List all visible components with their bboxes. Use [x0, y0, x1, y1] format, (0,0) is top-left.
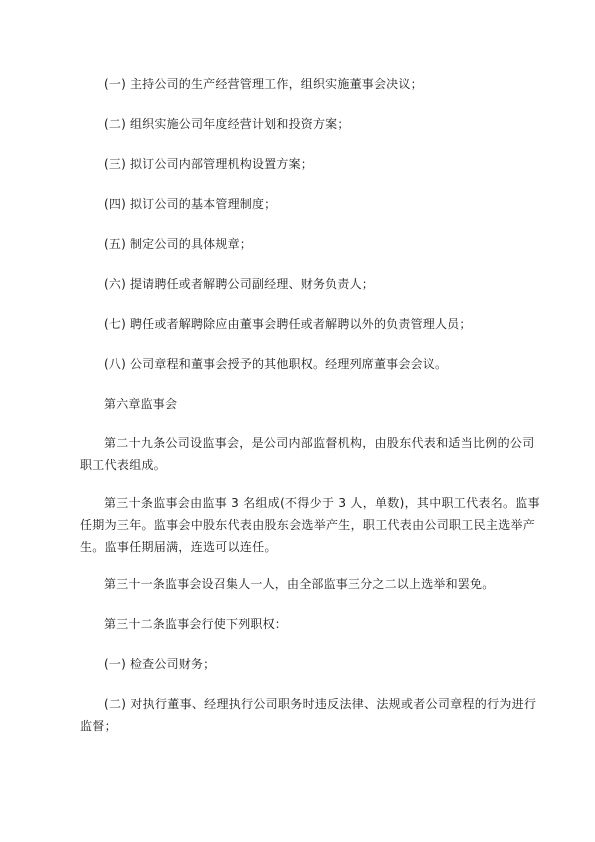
list-item: (一) 检查公司财务； — [104, 657, 216, 671]
paragraph-line: 生。监事任期届满，连选可以连任。 — [80, 540, 277, 554]
list-item: (四) 拟订公司的基本管理制度； — [104, 197, 277, 211]
list-item — [80, 693, 537, 737]
article-29-paragraph — [80, 432, 535, 476]
list-item: (二) 组织实施公司年度经营计划和投资方案； — [104, 117, 350, 131]
chapter-heading: 第六章监事会 — [104, 397, 178, 411]
paragraph-line: 第二十九条公司设监事会，是公司内部监督机构，由股东代表和适当比例的公司 — [104, 436, 535, 450]
list-item: (六) 提请聘任或者解聘公司副经理、财务负责人； — [104, 277, 374, 291]
list-item: (七) 聘任或者解聘除应由董事会聘任或者解聘以外的负责管理人员； — [104, 317, 472, 331]
list-item: (一) 主持公司的生产经营管理工作，组织实施董事会决议； — [104, 77, 423, 91]
article-30-paragraph — [80, 492, 540, 558]
list-item: (五) 制定公司的具体规章； — [104, 237, 252, 251]
article-31-paragraph: 第三十一条监事会设召集人一人，由全部监事三分之二以上选举和罢免。 — [104, 577, 495, 591]
paragraph-line: 监督； — [80, 719, 117, 733]
paragraph-line: 职工代表组成。 — [80, 458, 167, 472]
list-item: (八) 公司章程和董事会授予的其他职权。经理列席董事会会议。 — [104, 357, 448, 371]
article-32-paragraph: 第三十二条监事会行使下列职权： — [104, 617, 288, 631]
list-item: (三) 拟订公司内部管理机构设置方案； — [104, 157, 313, 171]
paragraph-line: (二) 对执行董事、经理执行公司职务时违反法律、法规或者公司章程的行为进行 — [104, 697, 537, 711]
paragraph-line: 第三十条监事会由监事 3 名组成(不得少于 3 人，单数)，其中职工代表名。监事 — [104, 496, 540, 510]
paragraph-line: 任期为三年。监事会中股东代表由股东会选举产生，职工代表由公司职工民主选举产 — [80, 518, 536, 532]
